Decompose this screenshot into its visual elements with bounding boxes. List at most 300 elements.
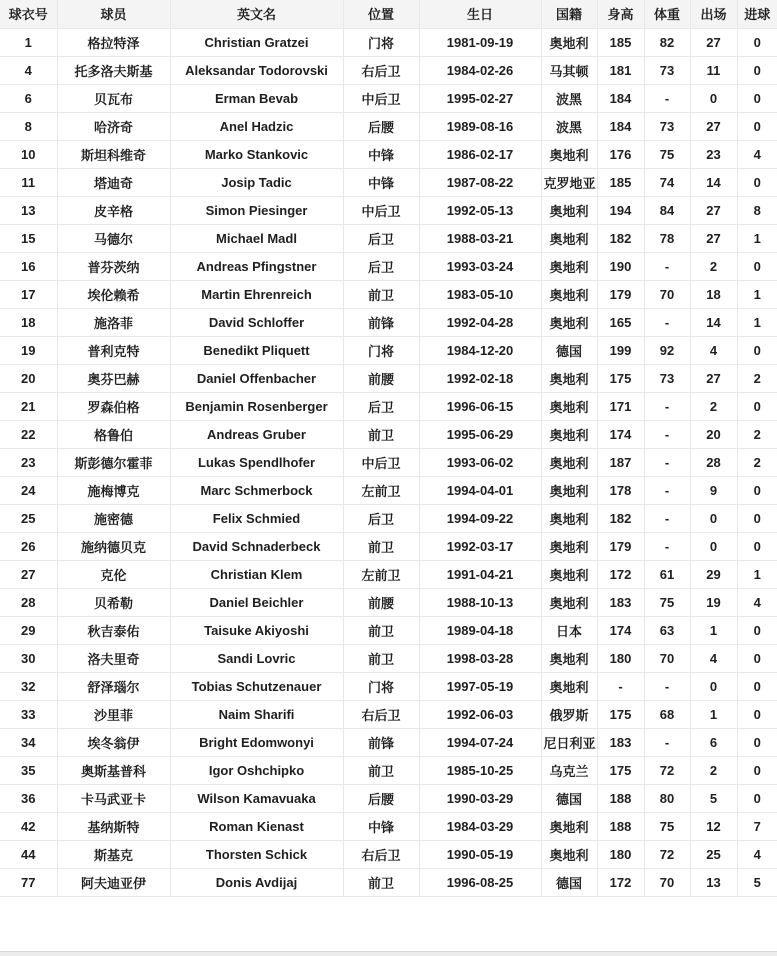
cell-weight: 80 — [644, 784, 690, 812]
cell-appearances: 27 — [690, 196, 737, 224]
cell-english-name: Daniel Offenbacher — [170, 364, 343, 392]
cell-position: 前腰 — [343, 364, 419, 392]
cell-player-name: 施洛菲 — [57, 308, 170, 336]
cell-position: 中后卫 — [343, 196, 419, 224]
cell-appearances: 14 — [690, 168, 737, 196]
cell-position: 前锋 — [343, 308, 419, 336]
cell-weight: 74 — [644, 168, 690, 196]
cell-weight: 70 — [644, 280, 690, 308]
cell-birthday: 1992-04-28 — [419, 308, 541, 336]
cell-jersey-number: 1 — [0, 28, 57, 56]
cell-player-name: 斯彭德尔霍菲 — [57, 448, 170, 476]
cell-position: 前卫 — [343, 644, 419, 672]
cell-position: 门将 — [343, 336, 419, 364]
cell-appearances: 20 — [690, 420, 737, 448]
cell-english-name: Naim Sharifi — [170, 700, 343, 728]
table-row — [0, 168, 777, 196]
cell-position: 右后卫 — [343, 700, 419, 728]
cell-height: 190 — [597, 252, 644, 280]
cell-birthday: 1984-03-29 — [419, 812, 541, 840]
cell-height: 180 — [597, 840, 644, 868]
cell-height: 176 — [597, 140, 644, 168]
cell-weight: - — [644, 728, 690, 756]
cell-jersey-number: 8 — [0, 112, 57, 140]
cell-position: 后腰 — [343, 112, 419, 140]
cell-english-name: Marc Schmerbock — [170, 476, 343, 504]
column-header-weight: 体重 — [644, 0, 690, 28]
cell-appearances: 27 — [690, 112, 737, 140]
cell-player-name: 施密德 — [57, 504, 170, 532]
cell-position: 前卫 — [343, 616, 419, 644]
cell-appearances: 27 — [690, 364, 737, 392]
cell-weight: 63 — [644, 616, 690, 644]
cell-goals: 2 — [737, 448, 777, 476]
cell-jersey-number: 32 — [0, 672, 57, 700]
cell-weight: - — [644, 252, 690, 280]
cell-weight: 61 — [644, 560, 690, 588]
cell-height: 199 — [597, 336, 644, 364]
cell-jersey-number: 34 — [0, 728, 57, 756]
cell-english-name: Michael Madl — [170, 224, 343, 252]
cell-position: 后卫 — [343, 252, 419, 280]
cell-goals: 0 — [737, 756, 777, 784]
cell-jersey-number: 10 — [0, 140, 57, 168]
cell-position: 左前卫 — [343, 476, 419, 504]
cell-weight: - — [644, 308, 690, 336]
cell-english-name: Erman Bevab — [170, 84, 343, 112]
cell-jersey-number: 11 — [0, 168, 57, 196]
cell-player-name: 奥芬巴赫 — [57, 364, 170, 392]
cell-goals: 0 — [737, 616, 777, 644]
column-header-goals: 进球 — [737, 0, 777, 28]
cell-position: 门将 — [343, 28, 419, 56]
cell-goals: 0 — [737, 504, 777, 532]
cell-position: 后腰 — [343, 784, 419, 812]
cell-player-name: 施纳德贝克 — [57, 532, 170, 560]
cell-player-name: 埃冬翁伊 — [57, 728, 170, 756]
column-header-height: 身高 — [597, 0, 644, 28]
table-row — [0, 812, 777, 840]
cell-birthday: 1997-05-19 — [419, 672, 541, 700]
cell-weight: 84 — [644, 196, 690, 224]
cell-birthday: 1984-02-26 — [419, 56, 541, 84]
cell-player-name: 阿夫迪亚伊 — [57, 868, 170, 896]
cell-position: 前卫 — [343, 532, 419, 560]
cell-english-name: Daniel Beichler — [170, 588, 343, 616]
cell-player-name: 皮辛格 — [57, 196, 170, 224]
cell-player-name: 普芬茨纳 — [57, 252, 170, 280]
cell-birthday: 1989-04-18 — [419, 616, 541, 644]
cell-position: 前卫 — [343, 280, 419, 308]
table-row — [0, 280, 777, 308]
cell-appearances: 12 — [690, 812, 737, 840]
cell-weight: 72 — [644, 756, 690, 784]
cell-nationality: 奥地利 — [541, 364, 597, 392]
cell-nationality: 俄罗斯 — [541, 700, 597, 728]
cell-goals: 0 — [737, 168, 777, 196]
cell-english-name: Lukas Spendlhofer — [170, 448, 343, 476]
column-header-english-name: 英文名 — [170, 0, 343, 28]
cell-position: 右后卫 — [343, 840, 419, 868]
cell-birthday: 1984-12-20 — [419, 336, 541, 364]
cell-height: 179 — [597, 532, 644, 560]
cell-appearances: 6 — [690, 728, 737, 756]
table-row — [0, 476, 777, 504]
cell-appearances: 4 — [690, 336, 737, 364]
cell-birthday: 1996-08-25 — [419, 868, 541, 896]
cell-goals: 2 — [737, 420, 777, 448]
cell-goals: 0 — [737, 476, 777, 504]
cell-goals: 1 — [737, 224, 777, 252]
cell-weight: 75 — [644, 812, 690, 840]
cell-english-name: Christian Gratzei — [170, 28, 343, 56]
cell-appearances: 0 — [690, 672, 737, 700]
cell-appearances: 19 — [690, 588, 737, 616]
table-row — [0, 112, 777, 140]
cell-jersey-number: 20 — [0, 364, 57, 392]
cell-english-name: Josip Tadic — [170, 168, 343, 196]
cell-english-name: David Schnaderbeck — [170, 532, 343, 560]
cell-height: 175 — [597, 364, 644, 392]
cell-weight: 75 — [644, 140, 690, 168]
cell-appearances: 9 — [690, 476, 737, 504]
cell-weight: - — [644, 672, 690, 700]
cell-english-name: Benedikt Pliquett — [170, 336, 343, 364]
cell-goals: 1 — [737, 280, 777, 308]
cell-nationality: 奥地利 — [541, 28, 597, 56]
column-header-nationality: 国籍 — [541, 0, 597, 28]
cell-nationality: 奥地利 — [541, 420, 597, 448]
cell-position: 后卫 — [343, 504, 419, 532]
cell-birthday: 1990-05-19 — [419, 840, 541, 868]
cell-nationality: 奥地利 — [541, 140, 597, 168]
table-body — [0, 28, 777, 896]
cell-jersey-number: 17 — [0, 280, 57, 308]
cell-birthday: 1987-08-22 — [419, 168, 541, 196]
cell-weight: 92 — [644, 336, 690, 364]
cell-jersey-number: 27 — [0, 560, 57, 588]
cell-birthday: 1995-06-29 — [419, 420, 541, 448]
cell-jersey-number: 24 — [0, 476, 57, 504]
cell-height: 172 — [597, 868, 644, 896]
cell-goals: 0 — [737, 56, 777, 84]
cell-appearances: 0 — [690, 504, 737, 532]
cell-weight: 73 — [644, 364, 690, 392]
cell-position: 前卫 — [343, 868, 419, 896]
cell-jersey-number: 29 — [0, 616, 57, 644]
cell-position: 右后卫 — [343, 56, 419, 84]
cell-weight: 72 — [644, 840, 690, 868]
cell-goals: 0 — [737, 112, 777, 140]
cell-jersey-number: 23 — [0, 448, 57, 476]
table-row — [0, 336, 777, 364]
cell-nationality: 奥地利 — [541, 840, 597, 868]
cell-jersey-number: 33 — [0, 700, 57, 728]
table-row — [0, 140, 777, 168]
cell-goals: 0 — [737, 336, 777, 364]
cell-player-name: 马德尔 — [57, 224, 170, 252]
cell-player-name: 格鲁伯 — [57, 420, 170, 448]
table-row — [0, 56, 777, 84]
cell-jersey-number: 30 — [0, 644, 57, 672]
table-row — [0, 252, 777, 280]
cell-position: 中锋 — [343, 140, 419, 168]
cell-nationality: 奥地利 — [541, 252, 597, 280]
cell-appearances: 25 — [690, 840, 737, 868]
cell-jersey-number: 28 — [0, 588, 57, 616]
cell-weight: - — [644, 476, 690, 504]
cell-height: 183 — [597, 588, 644, 616]
cell-position: 中锋 — [343, 168, 419, 196]
cell-english-name: Martin Ehrenreich — [170, 280, 343, 308]
cell-english-name: Wilson Kamavuaka — [170, 784, 343, 812]
cell-height: 182 — [597, 224, 644, 252]
footer-divider — [0, 951, 777, 956]
cell-birthday: 1995-02-27 — [419, 84, 541, 112]
cell-goals: 4 — [737, 840, 777, 868]
cell-english-name: Sandi Lovric — [170, 644, 343, 672]
cell-nationality: 乌克兰 — [541, 756, 597, 784]
table-row — [0, 728, 777, 756]
cell-appearances: 28 — [690, 448, 737, 476]
cell-birthday: 1989-08-16 — [419, 112, 541, 140]
column-header-player-name: 球员 — [57, 0, 170, 28]
header-row — [0, 0, 777, 28]
cell-birthday: 1988-10-13 — [419, 588, 541, 616]
cell-birthday: 1998-03-28 — [419, 644, 541, 672]
cell-nationality: 奥地利 — [541, 812, 597, 840]
cell-height: - — [597, 672, 644, 700]
cell-english-name: Andreas Pfingstner — [170, 252, 343, 280]
cell-birthday: 1996-06-15 — [419, 392, 541, 420]
cell-birthday: 1981-09-19 — [419, 28, 541, 56]
cell-appearances: 4 — [690, 644, 737, 672]
cell-appearances: 27 — [690, 28, 737, 56]
table-row — [0, 532, 777, 560]
cell-jersey-number: 18 — [0, 308, 57, 336]
table-row — [0, 392, 777, 420]
cell-nationality: 奥地利 — [541, 392, 597, 420]
cell-goals: 4 — [737, 140, 777, 168]
cell-nationality: 德国 — [541, 868, 597, 896]
cell-birthday: 1992-06-03 — [419, 700, 541, 728]
cell-position: 后卫 — [343, 224, 419, 252]
table-row — [0, 308, 777, 336]
cell-player-name: 施梅博克 — [57, 476, 170, 504]
cell-nationality: 奥地利 — [541, 532, 597, 560]
cell-player-name: 基纳斯特 — [57, 812, 170, 840]
cell-goals: 0 — [737, 784, 777, 812]
cell-goals: 1 — [737, 308, 777, 336]
table-row — [0, 868, 777, 896]
cell-jersey-number: 16 — [0, 252, 57, 280]
cell-height: 185 — [597, 28, 644, 56]
cell-jersey-number: 22 — [0, 420, 57, 448]
cell-weight: 75 — [644, 588, 690, 616]
cell-nationality: 波黑 — [541, 112, 597, 140]
table-row — [0, 560, 777, 588]
cell-player-name: 奥斯基普科 — [57, 756, 170, 784]
cell-english-name: Marko Stankovic — [170, 140, 343, 168]
cell-height: 185 — [597, 168, 644, 196]
column-header-appearances: 出场 — [690, 0, 737, 28]
cell-nationality: 奥地利 — [541, 224, 597, 252]
cell-birthday: 1985-10-25 — [419, 756, 541, 784]
table-row — [0, 196, 777, 224]
cell-height: 181 — [597, 56, 644, 84]
cell-english-name: Christian Klem — [170, 560, 343, 588]
table-row — [0, 84, 777, 112]
cell-height: 182 — [597, 504, 644, 532]
cell-jersey-number: 36 — [0, 784, 57, 812]
cell-jersey-number: 13 — [0, 196, 57, 224]
cell-goals: 8 — [737, 196, 777, 224]
cell-jersey-number: 21 — [0, 392, 57, 420]
cell-nationality: 奥地利 — [541, 644, 597, 672]
table-row — [0, 28, 777, 56]
cell-height: 175 — [597, 756, 644, 784]
table-row — [0, 420, 777, 448]
cell-appearances: 2 — [690, 392, 737, 420]
column-header-position: 位置 — [343, 0, 419, 28]
cell-appearances: 5 — [690, 784, 737, 812]
cell-goals: 0 — [737, 644, 777, 672]
cell-weight: 70 — [644, 868, 690, 896]
cell-birthday: 1983-05-10 — [419, 280, 541, 308]
cell-nationality: 德国 — [541, 784, 597, 812]
table-row — [0, 784, 777, 812]
cell-weight: - — [644, 420, 690, 448]
cell-birthday: 1992-03-17 — [419, 532, 541, 560]
cell-jersey-number: 26 — [0, 532, 57, 560]
cell-height: 184 — [597, 112, 644, 140]
cell-position: 中后卫 — [343, 448, 419, 476]
cell-goals: 0 — [737, 392, 777, 420]
cell-position: 左前卫 — [343, 560, 419, 588]
table-row — [0, 700, 777, 728]
cell-player-name: 罗森伯格 — [57, 392, 170, 420]
cell-jersey-number: 4 — [0, 56, 57, 84]
cell-jersey-number: 15 — [0, 224, 57, 252]
cell-english-name: Thorsten Schick — [170, 840, 343, 868]
cell-english-name: Tobias Schutzenauer — [170, 672, 343, 700]
cell-goals: 4 — [737, 588, 777, 616]
cell-goals: 0 — [737, 532, 777, 560]
cell-nationality: 德国 — [541, 336, 597, 364]
cell-birthday: 1986-02-17 — [419, 140, 541, 168]
cell-nationality: 奥地利 — [541, 504, 597, 532]
cell-weight: 73 — [644, 112, 690, 140]
cell-appearances: 18 — [690, 280, 737, 308]
cell-height: 171 — [597, 392, 644, 420]
cell-height: 180 — [597, 644, 644, 672]
cell-goals: 0 — [737, 252, 777, 280]
column-header-birthday: 生日 — [419, 0, 541, 28]
cell-english-name: Benjamin Rosenberger — [170, 392, 343, 420]
cell-player-name: 普利克特 — [57, 336, 170, 364]
cell-goals: 0 — [737, 28, 777, 56]
cell-appearances: 0 — [690, 84, 737, 112]
cell-nationality: 奥地利 — [541, 672, 597, 700]
cell-english-name: Bright Edomwonyi — [170, 728, 343, 756]
cell-position: 前锋 — [343, 728, 419, 756]
cell-height: 188 — [597, 812, 644, 840]
cell-height: 175 — [597, 700, 644, 728]
cell-goals: 0 — [737, 672, 777, 700]
cell-height: 183 — [597, 728, 644, 756]
cell-birthday: 1993-06-02 — [419, 448, 541, 476]
cell-birthday: 1992-05-13 — [419, 196, 541, 224]
table-row — [0, 448, 777, 476]
cell-height: 187 — [597, 448, 644, 476]
cell-player-name: 贝瓦布 — [57, 84, 170, 112]
cell-position: 中后卫 — [343, 84, 419, 112]
cell-jersey-number: 44 — [0, 840, 57, 868]
cell-birthday: 1991-04-21 — [419, 560, 541, 588]
cell-height: 172 — [597, 560, 644, 588]
cell-position: 中锋 — [343, 812, 419, 840]
cell-player-name: 贝希勒 — [57, 588, 170, 616]
cell-english-name: Taisuke Akiyoshi — [170, 616, 343, 644]
cell-appearances: 11 — [690, 56, 737, 84]
cell-appearances: 14 — [690, 308, 737, 336]
cell-weight: - — [644, 448, 690, 476]
column-header-jersey-number: 球衣号 — [0, 0, 57, 28]
cell-birthday: 1992-02-18 — [419, 364, 541, 392]
cell-jersey-number: 6 — [0, 84, 57, 112]
cell-player-name: 埃伦赖希 — [57, 280, 170, 308]
cell-nationality: 波黑 — [541, 84, 597, 112]
cell-english-name: Roman Kienast — [170, 812, 343, 840]
cell-appearances: 0 — [690, 532, 737, 560]
cell-position: 前卫 — [343, 756, 419, 784]
cell-position: 前腰 — [343, 588, 419, 616]
cell-appearances: 2 — [690, 252, 737, 280]
table-row — [0, 588, 777, 616]
cell-weight: - — [644, 392, 690, 420]
cell-weight: - — [644, 532, 690, 560]
table-header — [0, 0, 777, 28]
cell-appearances: 27 — [690, 224, 737, 252]
cell-nationality: 尼日利亚 — [541, 728, 597, 756]
table-row — [0, 224, 777, 252]
cell-english-name: David Schloffer — [170, 308, 343, 336]
table-row — [0, 616, 777, 644]
cell-birthday: 1988-03-21 — [419, 224, 541, 252]
cell-player-name: 秋吉泰佑 — [57, 616, 170, 644]
table-row — [0, 364, 777, 392]
cell-goals: 0 — [737, 700, 777, 728]
cell-height: 194 — [597, 196, 644, 224]
table-row — [0, 756, 777, 784]
cell-goals: 0 — [737, 84, 777, 112]
cell-nationality: 马其顿 — [541, 56, 597, 84]
cell-nationality: 奥地利 — [541, 448, 597, 476]
cell-player-name: 克伦 — [57, 560, 170, 588]
cell-height: 174 — [597, 616, 644, 644]
cell-height: 174 — [597, 420, 644, 448]
cell-player-name: 托多洛夫斯基 — [57, 56, 170, 84]
table-row — [0, 672, 777, 700]
cell-nationality: 日本 — [541, 616, 597, 644]
cell-appearances: 13 — [690, 868, 737, 896]
cell-height: 179 — [597, 280, 644, 308]
cell-english-name: Simon Piesinger — [170, 196, 343, 224]
cell-appearances: 2 — [690, 756, 737, 784]
cell-birthday: 1994-04-01 — [419, 476, 541, 504]
cell-nationality: 奥地利 — [541, 560, 597, 588]
cell-english-name: Aleksandar Todorovski — [170, 56, 343, 84]
